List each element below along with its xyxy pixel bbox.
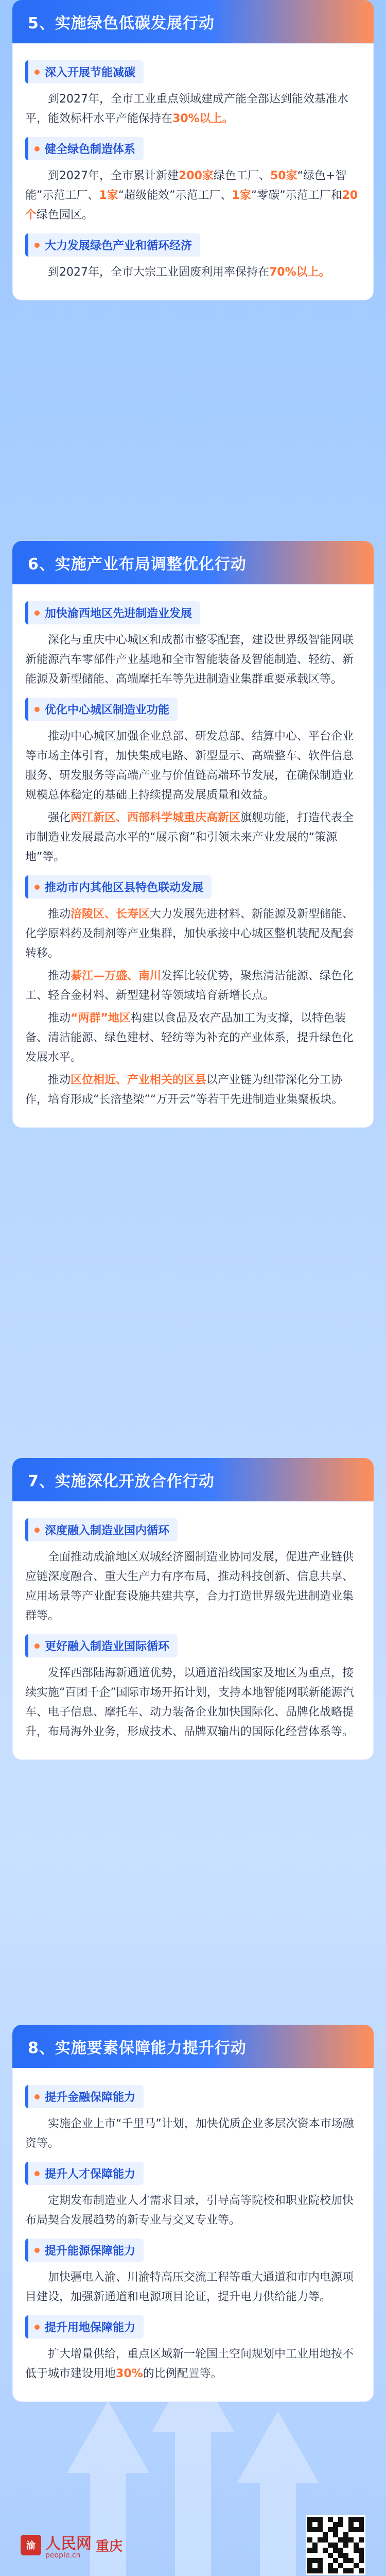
subsection-heading [25,2085,144,2108]
section-header [12,2025,374,2068]
footer [0,2339,386,2576]
people-logo [21,2531,122,2560]
paragraph [25,808,361,867]
subsection-title: 大力发展绿色产业和循环经济 [45,240,192,252]
body-text: 构建以食品及农产品加工为支撑，以特色装备、清洁能源、绿色建材、轻纺等为补充的产业体系，提升绿色化发展水平。 [25,1012,354,1064]
paragraph [25,2114,361,2154]
subsection-heading [25,137,144,160]
subsection-title: 加快渝西地区先进制造业发展 [45,607,192,620]
body-text: 深化与重庆中心城区和成都市整零配套，建设世界级智能网联新能源汽车零部件产业基地和全市智能装备及智能制造、轻纺、新能源及新型储能、高端摩托车等先进制造业集群重要承载区等。 [25,634,354,686]
subsection-heading [25,2315,144,2338]
body-text: 到2027年，全市工业重点领域建成产能全部达到能效基准水平，能效标杆水平产能保持在 [25,93,348,125]
bullet-dot-icon [34,1528,40,1533]
subsection-heading [25,233,200,257]
highlight-text: 1家 [99,189,118,202]
subsection-title: 提升人才保障能力 [45,2168,136,2181]
subsection-heading [25,875,212,899]
section-title: 6、实施产业布局调整优化行动 [28,555,247,573]
highlight-text: 30% [116,2367,143,2380]
highlight-text: 綦江—万盛、南川 [71,970,162,982]
body-text: 推动 [48,970,71,982]
highlight-text: 1家 [232,189,251,202]
subsection-title: 提升用地保障能力 [45,2321,136,2334]
section-title: 8、实施要素保障能力提升行动 [28,2039,247,2057]
arrow-up-icon-center [152,2360,234,2432]
subsection-title: 优化中心城区制造业功能 [45,704,170,717]
highlight-text: 区位相近、产业相关的区县 [71,1074,207,1087]
section-header [12,541,374,584]
highlight-text: 30%以上。 [172,112,234,125]
body-text: 推动 [48,908,71,921]
subsection-heading [25,1518,178,1541]
body-text: 大力发展先进材料、新能源及新型储能、化学原料药及制剂等产业集群，加快承接中心城区整机装配及配套转移。 [25,908,354,960]
paragraph [25,631,361,689]
subsection-title: 更好融入制造业国际循环 [45,1640,170,1653]
subsection-heading [25,2239,144,2262]
body-text: 全面推动成渝地区双城经济圈制造业协同发展，促进产业链供应链深度融合、重大生产力有序布局，推动科技创新、信息共享、应用场景等产业配套设施共建共享，合力打造世界级先进制造业集群等。 [25,1551,354,1622]
subsection-heading [25,2162,144,2185]
body-text: 到2027年，全市大宗工业固废利用率保持在 [48,266,269,279]
body-text: 发挥西部陆海新通道优势，以通道沿线国家及地区为重点，接续实施“百团千企”国际市场开拓计划，支持本地智能网联新能源汽车、电子信息、摩托车、动力装备企业加快国际化、品牌化战略提升，布局海外业务，形成技术、品牌双输出的国际化经营体系等。 [25,1667,354,1738]
highlight-text: “两群”地区 [71,1012,131,1025]
body-text: 推动 [48,1012,71,1025]
subsection-title: 深度融入制造业国内循环 [45,1524,170,1537]
paragraph [25,1664,361,1742]
body-text: 加快疆电入渝、川渝特高压交流工程等重大通道和市内电源项目建设，加强新通道和电源项目论证，提升电力供给能力等。 [25,2271,354,2303]
body-text: 以产业链为纽带深化分工协作，培育形成“长涪垫梁”“万开云”等若干先进制造业集聚板块。 [25,1074,343,1106]
highlight-text: 70%以上。 [269,266,330,279]
bullet-dot-icon [34,611,40,616]
badge-icon: 渝 [21,2535,41,2555]
section-body [12,1501,374,1760]
section-5 [12,0,374,300]
bullet-dot-icon [34,146,40,151]
body-text: 发挥比较优势，聚焦清洁能源、绿色化工、轻合金材料、新型建材等领域培育新增长点。 [25,970,354,1002]
paragraph [25,2268,361,2307]
subsection-title: 健全绿色制造体系 [45,143,136,156]
paragraph [25,2191,361,2230]
section-header [12,1458,374,1501]
section-title: 7、实施深化开放合作行动 [28,1472,215,1490]
bullet-dot-icon [34,2248,40,2253]
body-text: 旗舰功能，打造代表全市制造业发展最高水平的“展示窗”和引领未来产业发展的“策源地”等。 [25,811,354,863]
body-text: “超级能效”示范工厂、 [118,189,232,202]
section-7 [12,1458,374,1760]
highlight-text: 200家 [179,170,214,182]
arrow-up-icon-left [67,2401,149,2473]
body-text: “零碳”示范工厂和 [251,189,342,202]
bullet-dot-icon [34,243,40,248]
people-logo-text: 人民网 [45,2535,92,2553]
paragraph [25,967,361,1006]
arrow-up-icon-right [237,2411,319,2483]
paragraph [25,263,361,282]
bullet-dot-icon [34,2325,40,2330]
body-text: 推动 [48,1074,71,1087]
logo-row [21,2509,365,2576]
bullet-dot-icon [34,885,40,890]
paragraph [25,727,361,805]
subsection-title: 推动市内其他区县特色联动发展 [45,882,204,894]
subsection-heading [25,60,144,83]
paragraph [25,905,361,963]
subsection-title: 提升金融保障能力 [45,2091,136,2104]
paragraph [25,90,361,129]
bullet-dot-icon [34,2094,40,2099]
body-text: 绿色工厂、 [213,170,270,182]
section-header [12,0,374,43]
body-text: 强化 [48,811,71,824]
body-text: 的比例配置等。 [143,2367,222,2380]
bullet-dot-icon [34,707,40,712]
paragraph [25,1009,361,1067]
subsection-heading [25,601,200,624]
body-text: 定期发布制造业人才需求目录，引导高等院校和职业院校加快布局契合发展趋势的新专业与交叉专业等。 [25,2194,354,2227]
subsection-heading [25,1634,178,1657]
highlight-text: 两江新区、西部科学城重庆高新区 [71,811,241,824]
paragraph [25,166,361,225]
highlight-text: 50家 [270,170,297,182]
subsection-title: 提升能源保障能力 [45,2245,136,2258]
highlight-text: 涪陵区、长寿区 [71,908,150,921]
section-body [12,584,374,1128]
body-text: 扩大增量供给，重点区域新一轮国土空间规划中工业用地按不低于城市建设用地 [25,2348,354,2380]
highlight-text: 20个 [25,189,358,222]
bullet-dot-icon [34,2171,40,2176]
section-6 [12,541,374,1128]
paragraph [25,1548,361,1626]
bullet-dot-icon [34,70,40,75]
section-title: 5、实施绿色低碳发展行动 [28,14,215,32]
body-text: 绿色园区。 [37,209,94,222]
subsection-heading [25,698,178,721]
people-logo-sub: people.cn [45,2551,81,2560]
body-text: “绿色+智能”示范工厂、 [25,170,347,202]
body-text: 推动中心城区加强企业总部、研发总部、结算中心、平台企业等市场主体引育，加快集成电路、新型显示、高端整车、软件信息服务、研发服务等高端产业与价值链高端环节发展，在确保制造业规模总体稳定的基础上持续提高发展质量和效益。 [25,730,354,802]
city-name: 重庆 [96,2538,123,2554]
body-text: 到2027年，全市累计新建 [48,170,179,182]
paragraph [25,1071,361,1110]
subsection-title: 深入开展节能减碳 [45,66,136,79]
body-text: 实施企业上市“千里马”计划，加快优质企业多层次资本市场融资等。 [25,2117,354,2150]
bullet-dot-icon [34,1643,40,1649]
section-body [12,43,374,300]
qr-code-icon [306,2515,365,2575]
